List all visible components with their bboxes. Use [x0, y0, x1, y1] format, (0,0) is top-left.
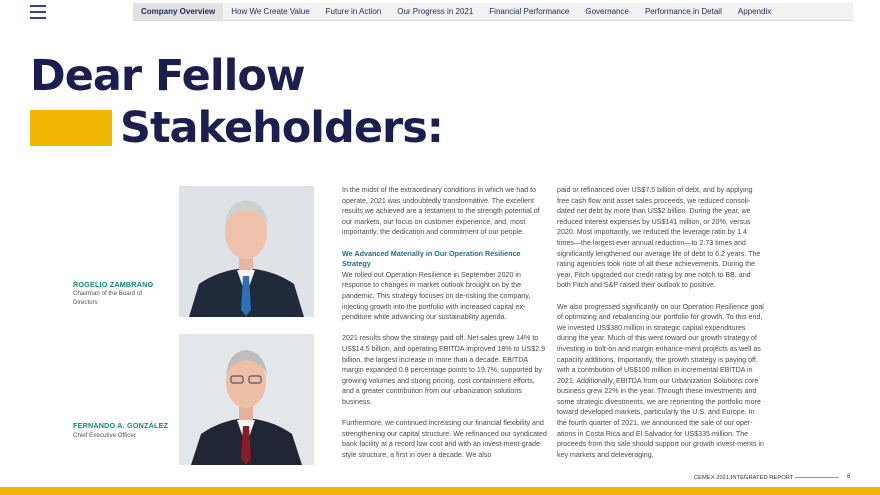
- report-name: CEMEX 2021 INTEGRATED REPORT: [694, 475, 794, 481]
- ceo-title: Chief Executive Officer: [73, 432, 136, 439]
- section-heading: We Advanced Materially in Our Operation Resilience Strategy: [342, 248, 521, 269]
- page-title: [30, 50, 443, 154]
- nav-company-overview[interactable]: Company Overview: [133, 3, 223, 20]
- letter-column-1: [342, 185, 547, 471]
- nav-our-progress[interactable]: Our Progress in 2021: [397, 7, 474, 16]
- page-number: 6: [847, 474, 851, 480]
- chairman-photo: [179, 186, 314, 317]
- paragraph: In the midst of the extraordinary conditions in which we had to operate, 2021 was undoubtedly transformative. The excellent results we achieved are a testament to the strength potential of our markets, our focus on customer experience, and, most importantly, the dedication and commitment of our people.: [342, 186, 540, 237]
- title-line-2: Stakeholders:: [120, 103, 443, 153]
- menu-icon[interactable]: [30, 5, 46, 19]
- nav-governance[interactable]: Governance: [585, 7, 629, 16]
- nav-performance-in-detail[interactable]: Performance in Detail: [644, 7, 722, 16]
- title-line-1: Dear Fellow: [30, 51, 305, 101]
- chairman-title: Chairman of the Board of Directors: [73, 290, 143, 306]
- footer-divider: [795, 477, 839, 478]
- nav-how-we-create-value[interactable]: How We Create Value: [231, 7, 310, 16]
- accent-bar: [30, 110, 112, 146]
- paragraph: We rolled out Operation Resilience in September 2020 in response to changes in market outlook brought on by the pandemic. This strategy focuses on de-risking the company, injecting growth into the portfolio with increased capital ex-penditure while advancing our sustainability agenda.: [342, 270, 531, 322]
- bottom-accent-bar: [0, 487, 880, 495]
- nav-financial-performance[interactable]: Financial Performance: [489, 7, 570, 16]
- letter-column-2: [557, 185, 765, 471]
- nav-future-in-action[interactable]: Future in Action: [325, 7, 382, 16]
- paragraph: 2021 results show the strategy paid off. Net sales grew 14% to US$14.5 billion, and operating EBITDA improved 18% to US$2.9 billion, the largest increase in more than a decade. EBITDA margin expanded 0.8 percentage points to 19.7%, supported by growing volumes and strong pricing, cost containment efforts, and a greater contribution from our urbanization solutions business.: [342, 334, 546, 406]
- top-navigation: [133, 3, 853, 21]
- paragraph: paid or refinanced over US$7.5 billion of debt, and by applying free cash flow and asset sales proceeds, we reduced consoli-dated net debt by more than US$2 billion. During the year, we reduced interest expenses by US$141 million, or 20%, versus 2020. Most importantly, we reduced the leverage ratio by 1.4 times—the largest ever annual reduction—to 2.73 times and significantly lengthened our average life of debt to 6.2 years. The rating agencies took note of all these achievements. During the year, Fitch upgraded our credit rating by one notch to BB, and both Fitch and S&P raised their outlook to positive.: [557, 186, 761, 290]
- ceo-photo: [179, 334, 314, 465]
- ceo-name: FERNANDO A. GONZÁLEZ: [73, 421, 169, 430]
- nav-appendix[interactable]: Appendix: [737, 7, 772, 16]
- paragraph: Furthermore, we continued increasing our financial flexibility and strengthening our capital structure. We refinanced our syndicated bank facility at a record low cost and with an invest-ment-grade style structure, a first in over a decade. We also: [342, 419, 547, 459]
- paragraph: We also progressed significantly on our Operation Resilience goal of optimizing and rebalancing our portfolio for growth. To this end, we invested US$380 million in strategic capital expenditures during the year. Much of this went toward our growth strategy of investing in bolt-on and margin enhance-ment projects as well as capacity additions. Importantly, the growth strategy is paying off, with a contribution of US$100 million in incremental EBITDA in 2021. Additionally, EBITDA from our Urbanization Solutions core business grew 22% in the year. Through these investments and some strategic divestments, we are reorienting the portfolio more toward developed markets, particularly the U.S. and Europe. In the fourth quarter of 2021, we announced the sale of our oper-ations in Costa Rica and El Salvador for US$335 million. The proceeds from this sale should support our growth invest-ments in key markets and deleveraging.: [557, 302, 765, 459]
- chairman-name: ROGELIO ZAMBRANO: [73, 280, 154, 289]
